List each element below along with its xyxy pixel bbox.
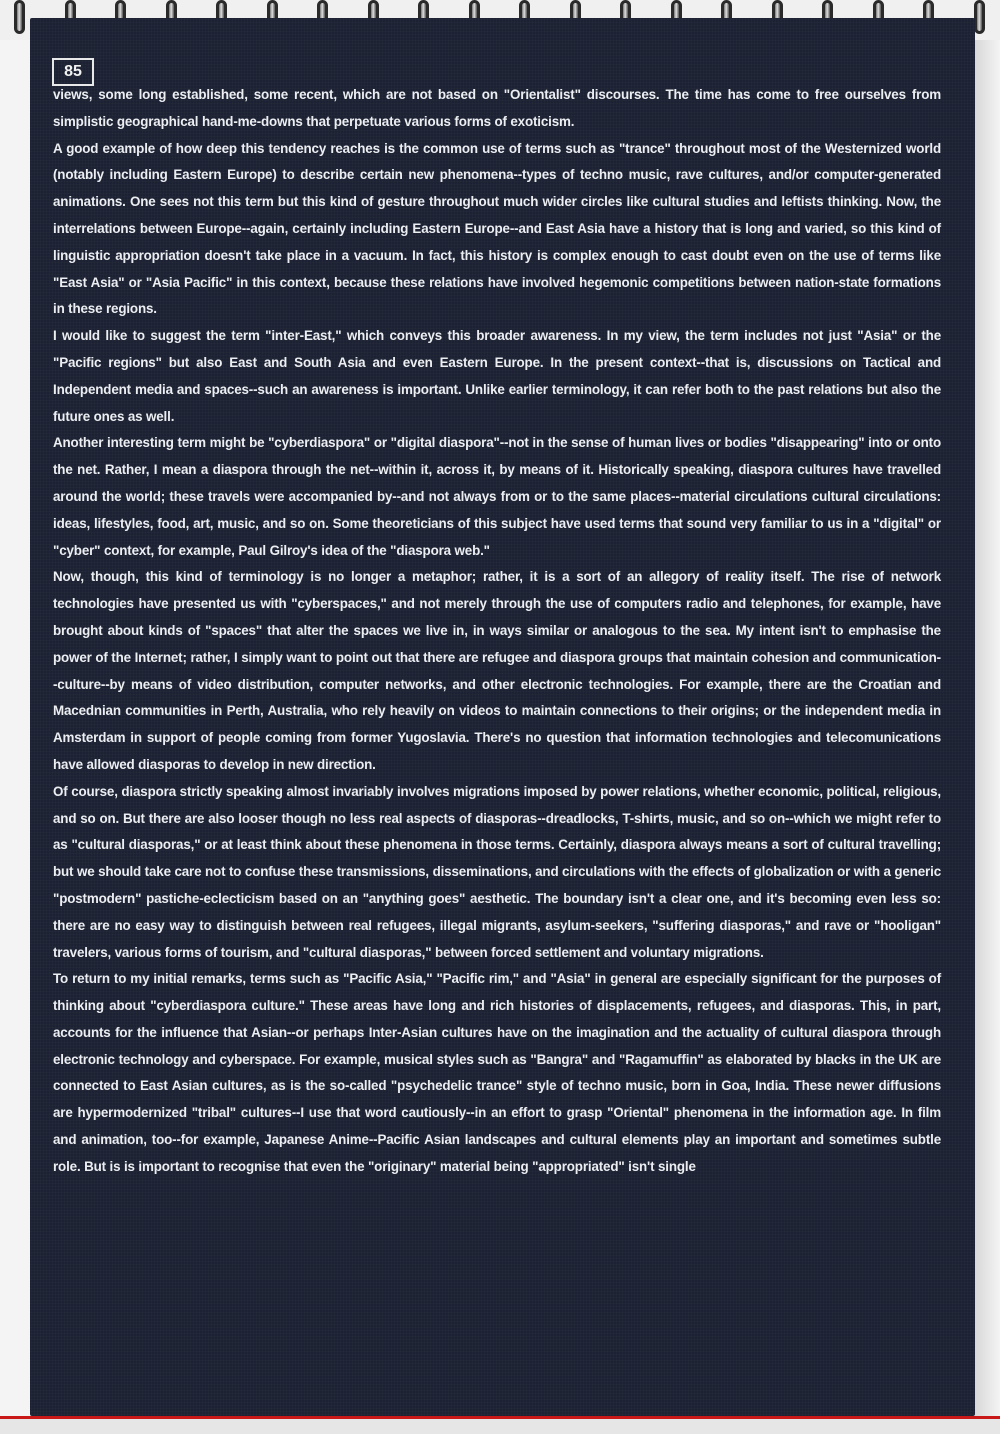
page-bottom-strip	[0, 1419, 1000, 1434]
binding-ring	[14, 0, 25, 34]
paragraph: A good example of how deep this tendency reaches is the common use of terms such as "trance" throughout most of the Westernized world (notably including Eastern Europe) to describe certain new phenomena--types of techno music, rave cultures, and/or computer-generated animations. One sees not this term but this kind of gesture throughout much wider circles like cultural studies and leftists thinking. Now, the interrelations between Europe--again, certainly including Eastern Europe--and East Asia have a history that is long and varied, so this kind of linguistic appropriation doesn't take place in a vacuum. In fact, this history is complex enough to cast doubt even on the use of terms like "East Asia" or "Asia Pacific" in this context, because these relations have involved hegemonic competitions between nation-state formations in these regions.	[53, 140, 941, 317]
paragraph: Another interesting term might be "cyberdiaspora" or "digital diaspora"--not in the sense of human lives or bodies "disappearing" into or onto the net. Rather, I mean a diaspora through the net--within it, across it, by means of it. Historically speaking, diaspora cultures have travelled around the world; these travels were accompanied by--and not always from or to the same places--material circulations cultural circulations: ideas, lifestyles, food, art, music, and so on. Some theoreticians of this subject have used terms that sound very familiar to us in a "digital" or "cyber" context, for example, Paul Gilroy's idea of the "diaspora web."	[53, 435, 941, 558]
binding-ring	[974, 0, 985, 34]
paragraph: Now, though, this kind of terminology is no longer a metaphor; rather, it is a sort of an allegory of reality itself. The rise of network technologies have presented us with "cyberspaces," and not merely through the use of computers radio and telephones, for example, have brought about kinds of "spaces" that alter the spaces we live in, in ways similar or analogous to the sea. My intent isn't to emphasise the power of the Internet; rather, I simply want to point out that there are refugee and diaspora groups that maintain cohesion and communication--culture--by means of video distribution, computer networks, and other electronic technologies. For example, there are the Croatian and Macednian communities in Perth, Australia, who rely heavily on videos to maintain connections to their origins; or the independent media in Amsterdam in support of people coming from former Yugoslavia. There's no question that information technologies and telecomunications have allowed diasporas to develop in new direction.	[53, 569, 941, 772]
paragraph: views, some long established, some recent, which are not based on "Orientalist" discourses. The time has come to free ourselves from simplistic geographical hand-me-downs that perpetuate various forms of exoticism.	[53, 87, 941, 129]
body-text	[53, 82, 941, 1181]
page-number: 85	[52, 58, 94, 86]
paragraph: To return to my initial remarks, terms such as "Pacific Asia," "Pacific rim," and "Asia" in general are especially significant for the purposes of thinking about "cyberdiaspora culture." These areas have long and rich histories of displacements, refugees, and diasporas. This, in part, accounts for the influence that Asian--or perhaps Inter-Asian cultures have on the imagination and the actuality of cultural diaspora through electronic technology and cyberspace. For example, musical styles such as "Bangra" and "Ragamuffin" as elaborated by blacks in the UK are connected to East Asian cultures, as is the so-called "psychedelic trance" style of techno music, born in Goa, India. These newer diffusions are hypermodernized "tribal" cultures--I use that word cautiously--in an effort to grasp "Oriental" phenomena in the information age. In film and animation, too--for example, Japanese Anime--Pacific Asian landscapes and cultural elements play an important and sometimes subtle role. But is is important to recognise that even the "originary" material being "appropriated" isn't single	[53, 971, 941, 1174]
paragraph: I would like to suggest the term "inter-East," which conveys this broader awareness. In my view, the term includes not just "Asia" or the "Pacific regions" but also East and South Asia and even Eastern Europe. In the present context--that is, discussions on Tactical and Independent media and spaces--such an awareness is important. Unlike earlier terminology, it can refer both to the past relations but also the future ones as well.	[53, 328, 941, 424]
page-edge-shadow	[975, 40, 1000, 1416]
paragraph: Of course, diaspora strictly speaking almost invariably involves migrations imposed by power relations, whether economic, political, religious, and so on. But there are also looser though no less real aspects of diasporas--dreadlocks, T-shirts, music, and so on--which we might refer to as "cultural diasporas," or at least think about these phenomena in those terms. Certainly, diaspora always means a sort of cultural travelling; but we should take care not to confuse these transmissions, disseminations, and circulations with the effects of globalization or with a generic "postmodern" pastiche-eclecticism based on an "anything goes" aesthetic. The boundary isn't a clear one, and it's becoming even less so: there are no easy way to distinguish between real refugees, illegal migrants, asylum-seekers, "suffering diasporas," and rave or "hooligan" travelers, various forms of tourism, and "cultural diasporas," between forced settlement and voluntary migrations.	[53, 783, 941, 960]
